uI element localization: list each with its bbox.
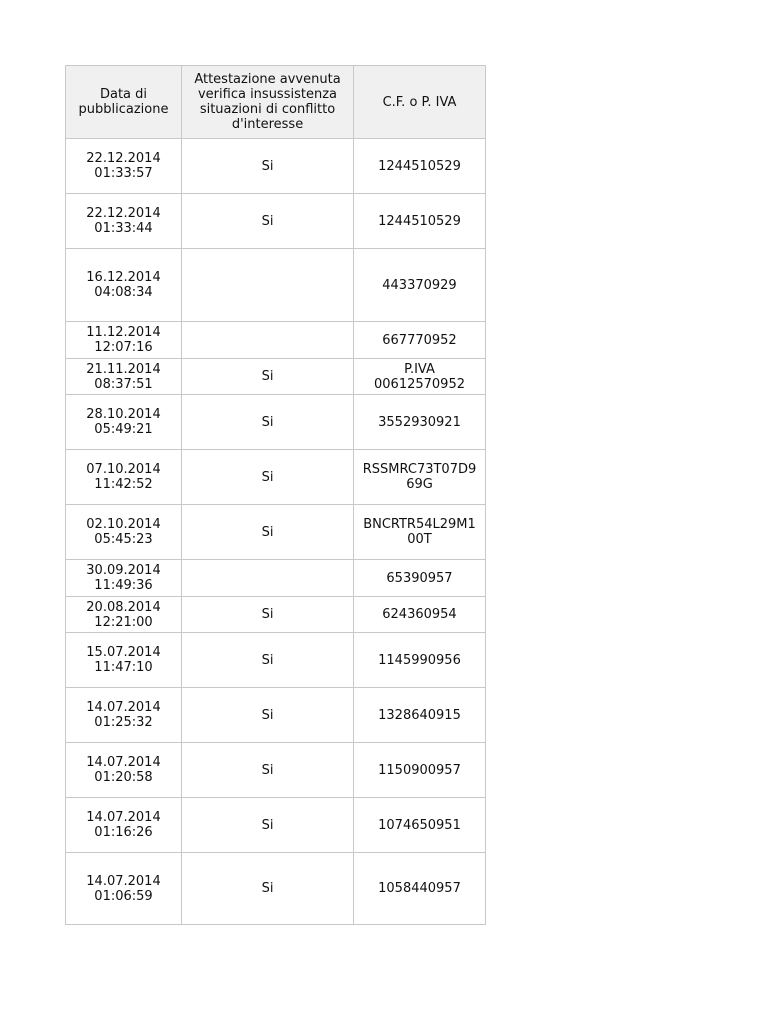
table-body — [66, 139, 486, 925]
date-cell: 14.07.2014 01:16:26 — [66, 798, 182, 853]
attestation-cell: Si — [182, 743, 354, 798]
date-cell: 07.10.2014 11:42:52 — [66, 450, 182, 505]
tax-code-cell: 667770952 — [354, 322, 486, 359]
date-cell: 14.07.2014 01:25:32 — [66, 688, 182, 743]
table-row — [66, 322, 486, 359]
date-cell: 21.11.2014 08:37:51 — [66, 359, 182, 395]
attestation-cell: Si — [182, 139, 354, 194]
header-date: Data di pubblicazione — [66, 66, 182, 139]
tax-code-cell: 1058440957 — [354, 853, 486, 925]
header-tax-code: C.F. o P. IVA — [354, 66, 486, 139]
tax-code-cell: 443370929 — [354, 249, 486, 322]
attestation-cell — [182, 322, 354, 359]
table-row — [66, 395, 486, 450]
date-cell: 14.07.2014 01:06:59 — [66, 853, 182, 925]
tax-code-cell: 1244510529 — [354, 139, 486, 194]
tax-code-cell: 1244510529 — [354, 194, 486, 249]
attestation-cell — [182, 249, 354, 322]
table-row — [66, 743, 486, 798]
attestation-cell: Si — [182, 395, 354, 450]
table-row — [66, 249, 486, 322]
attestation-cell: Si — [182, 505, 354, 560]
attestation-cell: Si — [182, 597, 354, 633]
date-cell: 28.10.2014 05:49:21 — [66, 395, 182, 450]
table-row — [66, 798, 486, 853]
date-cell: 14.07.2014 01:20:58 — [66, 743, 182, 798]
table-row — [66, 597, 486, 633]
table-row — [66, 194, 486, 249]
attestation-cell: Si — [182, 359, 354, 395]
tax-code-cell: 1150900957 — [354, 743, 486, 798]
table-row — [66, 450, 486, 505]
table-row — [66, 359, 486, 395]
attestation-cell: Si — [182, 688, 354, 743]
table-row — [66, 505, 486, 560]
date-cell: 30.09.2014 11:49:36 — [66, 560, 182, 597]
table-row — [66, 853, 486, 925]
attestation-cell: Si — [182, 853, 354, 925]
attestation-cell: Si — [182, 450, 354, 505]
tax-code-cell: 65390957 — [354, 560, 486, 597]
table-row — [66, 688, 486, 743]
tax-code-cell: P.IVA 00612570952 — [354, 359, 486, 395]
tax-code-cell: 3552930921 — [354, 395, 486, 450]
date-cell: 20.08.2014 12:21:00 — [66, 597, 182, 633]
tax-code-cell: 1074650951 — [354, 798, 486, 853]
tax-code-cell: 1145990956 — [354, 633, 486, 688]
tax-code-cell: RSSMRC73T07D9 69G — [354, 450, 486, 505]
tax-code-cell: 1328640915 — [354, 688, 486, 743]
attestation-cell: Si — [182, 194, 354, 249]
table-row — [66, 560, 486, 597]
attestation-cell: Si — [182, 798, 354, 853]
header-attestation: Attestazione avvenuta verifica insussistenza situazioni di conflitto d'interesse — [182, 66, 354, 139]
date-cell: 22.12.2014 01:33:57 — [66, 139, 182, 194]
table-header — [66, 66, 486, 139]
date-cell: 22.12.2014 01:33:44 — [66, 194, 182, 249]
date-cell: 02.10.2014 05:45:23 — [66, 505, 182, 560]
tax-code-cell: 624360954 — [354, 597, 486, 633]
date-cell: 15.07.2014 11:47:10 — [66, 633, 182, 688]
attestation-cell: Si — [182, 633, 354, 688]
attestation-cell — [182, 560, 354, 597]
date-cell: 16.12.2014 04:08:34 — [66, 249, 182, 322]
date-cell: 11.12.2014 12:07:16 — [66, 322, 182, 359]
table-row — [66, 139, 486, 194]
records-table — [65, 65, 486, 925]
table-row — [66, 633, 486, 688]
tax-code-cell: BNCRTR54L29M1 00T — [354, 505, 486, 560]
header-row — [66, 66, 486, 139]
